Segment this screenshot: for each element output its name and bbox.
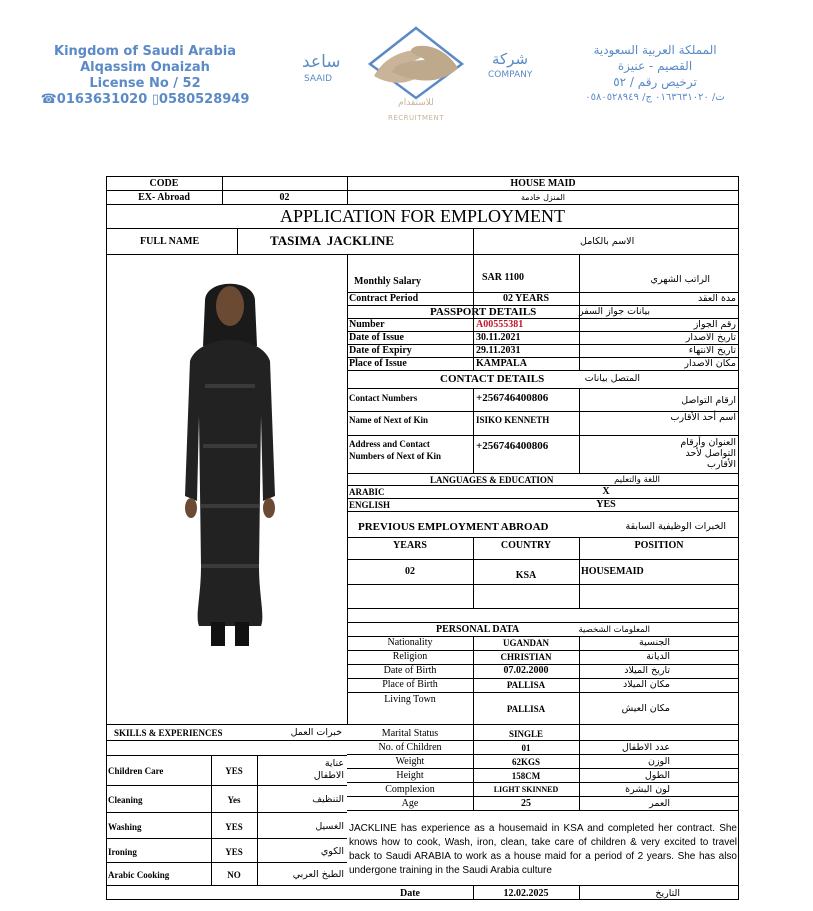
prev-position-value: HOUSEMAID [581, 566, 644, 577]
country-line: Kingdom of Saudi Arabia [54, 44, 236, 59]
living-town-label: Living Town [384, 694, 436, 705]
previous-employment-heading: PREVIOUS EMPLOYMENT ABROAD [358, 521, 549, 533]
contact-numbers-value: +256746400806 [476, 392, 549, 404]
company-info-ar [560, 42, 750, 106]
age-label: Age [401, 798, 419, 809]
issue-date-value: 30.11.2021 [476, 332, 521, 343]
height-label: Height [396, 770, 424, 781]
pob-label: Place of Birth [382, 679, 438, 690]
date-value: 12.02.2025 [503, 888, 549, 899]
complexion-ar: لون البشرة [625, 784, 670, 795]
issue-place-label: Place of Issue [349, 358, 407, 369]
children-value: 01 [521, 743, 531, 753]
form-title: APPLICATION FOR EMPLOYMENT [279, 206, 566, 226]
logo-bottom-ar: للاستقدام [398, 98, 434, 108]
full-name-value: TASIMA JACKLINE [270, 233, 395, 248]
salary-value: SAR 1100 [482, 272, 524, 283]
cleaning-ar: التنظيف [312, 794, 344, 805]
complexion-label: Complexion [385, 784, 435, 795]
date-label: Date [400, 888, 420, 899]
dob-label: Date of Birth [383, 665, 437, 676]
address-label-line2: Numbers of Next of Kin [349, 451, 441, 461]
arabic-cooking-label: Arabic Cooking [108, 870, 170, 880]
country-col-header: COUNTRY [500, 540, 552, 551]
issue-date-ar: تاريخ الاصدار [685, 332, 736, 343]
license-line-ar: ترخيص رقم / ٥٢ [613, 75, 697, 89]
position-col-header: POSITION [634, 540, 684, 551]
nationality-ar: الجنسية [639, 637, 670, 648]
religion-value: CHRISTIAN [500, 652, 552, 662]
ironing-label: Ironing [108, 847, 137, 857]
passport-number-label: Number [349, 319, 385, 330]
weight-label: Weight [395, 756, 425, 767]
age-value: 25 [521, 798, 531, 809]
full-name-ar: الاسم بالكامل [580, 236, 635, 247]
skills-heading-ar: خبرات العمل [290, 727, 342, 738]
nationality-value: UGANDAN [503, 638, 549, 648]
expiry-date-value: 29.11.2031 [476, 345, 521, 356]
contact-heading-ar: المتصل بيانات [584, 373, 640, 384]
address-value: +256746400806 [476, 440, 549, 452]
arabic-cooking-value: NO [227, 870, 241, 880]
license-line: License No / 52 [89, 76, 201, 91]
prev-years-value: 02 [405, 566, 415, 577]
years-col-header: YEARS [393, 540, 427, 551]
pob-ar: مكان الميلاد [622, 679, 670, 690]
children-care-value: YES [225, 766, 243, 776]
living-town-value: PALLISA [506, 704, 546, 714]
full-name-label: FULL NAME [140, 236, 200, 247]
languages-heading-ar: اللغة والتعليم [614, 475, 660, 485]
children-care-ar: عناية الاطفال [313, 758, 344, 781]
code-label: CODE [149, 178, 179, 189]
salary-label: Monthly Salary [354, 276, 421, 287]
contract-label: Contract Period [349, 293, 419, 304]
prev-country-value: KSA [515, 570, 537, 581]
washing-value: YES [225, 822, 243, 832]
children-care-label: Children Care [108, 766, 164, 776]
address-ar-line2: التواصل لأحد [685, 448, 736, 459]
position-ar: المنزل خادمة [521, 193, 565, 202]
country-line-ar: المملكة العربية السعودية [593, 43, 717, 57]
previous-employment-heading-ar: الخبرات الوظيفية السابقة [625, 521, 726, 532]
logo-left-ar: ساعد [302, 52, 341, 72]
contact-heading: CONTACT DETAILS [440, 373, 545, 385]
height-ar: الطول [644, 770, 670, 781]
marital-status-value: SINGLE [508, 729, 543, 739]
washing-label: Washing [108, 822, 142, 832]
address-ar-line1: العنوان وأرقام [680, 437, 736, 448]
religion-ar: الديانة [646, 651, 670, 662]
code-value-label: EX- Abroad [138, 192, 190, 203]
salary-ar: الراتب الشهري [650, 274, 710, 285]
passport-number-ar: رقم الجواز [693, 319, 736, 330]
height-value: 158CM [511, 771, 541, 781]
children-ar: عدد الاطفال [621, 742, 670, 753]
personal-data-heading: PERSONAL DATA [436, 624, 520, 635]
complexion-value: LIGHT SKINNED [493, 785, 559, 794]
dob-ar: تاريخ الميلاد [624, 665, 670, 676]
applicant-photo-figure-icon [175, 266, 285, 651]
religion-label: Religion [392, 651, 428, 662]
age-ar: العمر [649, 798, 670, 809]
experience-remarks: JACKLINE has experience as a housemaid in KSA and completed her contract. She knows how to cook, Wash, iron, clean, take care of children & very excited to travel back to Saudi ARABIA to work as a house maid for a period of 2 years. She has also undergone training in the Saudi Arabia culture [349, 823, 737, 876]
phone-line-ar: ت/ ٠١٦٣٦٣١٠٢٠ ج/ ٠٥٨٠٥٢٨٩٤٩ [585, 92, 725, 103]
contact-numbers-ar: ارقام التواصل [681, 395, 736, 406]
issue-place-ar: مكان الاصدار [684, 358, 736, 369]
children-label: No. of Children [378, 742, 442, 753]
contract-value: 02 YEARS [502, 293, 550, 304]
english-label: ENGLISH [349, 500, 391, 510]
contract-ar: مدة العقد [698, 293, 736, 304]
arabic-value: X [602, 486, 610, 497]
phone-line: ☎0163631020 ▯0580528949 [40, 92, 250, 107]
pob-value: PALLISA [506, 680, 546, 690]
washing-ar: الغسيل [315, 821, 344, 832]
address-ar-line3: الأقارب [706, 459, 736, 470]
cleaning-label: Cleaning [108, 795, 143, 805]
logo-right-ar: شركة [492, 50, 529, 68]
issue-place-value: KAMPALA [476, 358, 527, 369]
company-logo [296, 24, 536, 134]
ironing-value: YES [225, 847, 243, 857]
date-ar: التاريخ [655, 888, 680, 899]
dob-value: 07.02.2000 [503, 665, 549, 676]
weight-ar: الوزن [647, 756, 670, 767]
position-en: HOUSE MAID [510, 178, 576, 189]
english-value: YES [596, 499, 616, 510]
cleaning-value: Yes [227, 795, 241, 805]
expiry-date-ar: تاريخ الانتهاء [688, 345, 736, 356]
arabic-label: ARABIC [349, 487, 385, 497]
marital-status-label: Marital Status [381, 728, 439, 739]
city-line-ar: القصيم - عنيزة [617, 59, 693, 73]
passport-number-value: A00555381 [476, 319, 524, 330]
living-town-ar: مكان العيش [621, 703, 670, 714]
contact-numbers-label: Contact Numbers [349, 393, 418, 403]
nationality-label: Nationality [387, 637, 433, 648]
ironing-ar: الكوي [320, 846, 344, 857]
code-value: 02 [279, 192, 290, 203]
languages-heading: LANGUAGES & EDUCATION [430, 475, 554, 485]
address-label-line1: Address and Contact [349, 439, 430, 449]
city-line: Alqassim Onaizah [80, 60, 210, 75]
passport-heading: PASSPORT DETAILS [430, 306, 537, 318]
logo-left-en: SAAID [304, 74, 333, 84]
applicant-photo [175, 266, 285, 651]
kin-value: ISIKO KENNETH [476, 415, 550, 425]
skills-heading: SKILLS & EXPERIENCES [114, 728, 223, 738]
weight-value: 62KGS [511, 757, 540, 767]
kin-ar: اسم أحد الأقارب [670, 412, 736, 423]
company-info-en [30, 44, 260, 108]
issue-date-label: Date of Issue [349, 332, 404, 343]
kin-label: Name of Next of Kin [349, 415, 428, 425]
logo-right-en: COMPANY [488, 70, 533, 80]
passport-heading-ar: بيانات جواز السفر [579, 306, 650, 317]
arabic-cooking-ar: الطبخ العربي [292, 869, 344, 880]
expiry-date-label: Date of Expiry [349, 345, 412, 356]
personal-data-heading-ar: المعلومات الشخصية [578, 625, 650, 635]
logo-bottom-en: RECRUITMENT [388, 114, 444, 122]
